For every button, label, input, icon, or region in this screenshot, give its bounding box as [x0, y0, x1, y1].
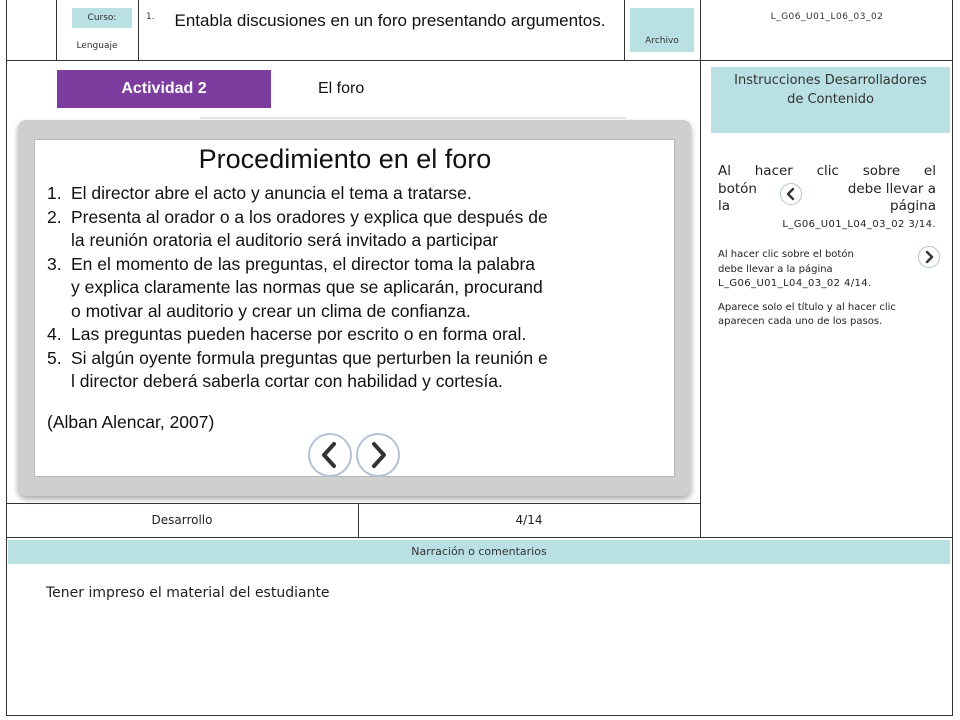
section-label: Desarrollo: [151, 513, 213, 527]
p1-line1: Al hacer clic sobre el: [718, 163, 936, 179]
chevron-right-icon: [919, 247, 939, 267]
footer-row-bottom: [6, 537, 953, 538]
p2-line2: debe llevar a la página: [718, 263, 833, 275]
step-line: Si algún oyente formula preguntas que perturben la reunión e: [71, 347, 548, 368]
p1-la: la: [718, 198, 731, 214]
step-line: El director abre el acto y anuncia el tema a tratarse.: [71, 183, 472, 203]
p1-line3: [718, 198, 936, 216]
step-number: 3.: [47, 253, 62, 274]
instructions-p3: Aparece solo el título y al hacer clic aparecen cada uno de los pasos.: [718, 302, 896, 327]
header-divider-2: [138, 0, 139, 61]
step-number: 4.: [47, 324, 62, 344]
p1-debe-llevar: debe llevar a: [847, 180, 936, 197]
activity-name: El foro: [318, 80, 365, 97]
frame-bottom-border: [6, 715, 953, 716]
chevron-left-icon: [781, 184, 801, 204]
steps-list: [35, 182, 675, 394]
step-item: [35, 182, 675, 206]
p1-pagina: página: [890, 198, 936, 214]
instructions-p2: [718, 248, 918, 292]
item-number: 1.: [146, 12, 155, 22]
page-number: 4/14: [515, 513, 543, 527]
slide-content: [34, 139, 675, 477]
archivo-box: [630, 8, 694, 52]
chevron-left-icon: [310, 435, 350, 475]
archivo-label: Archivo: [645, 36, 679, 46]
course-label: Curso:: [72, 8, 132, 28]
step-line: En el momento de las preguntas, el director toma la palabra: [71, 253, 536, 274]
p2-line3: L_G06_U01_L04_03_02 4/14.: [718, 278, 872, 289]
narration-label: Narración o comentarios: [8, 540, 950, 564]
page-title: Entabla discusiones en un foro presentando argumentos.: [174, 11, 606, 30]
next-button[interactable]: [356, 433, 400, 477]
footer-row-top: [6, 503, 700, 504]
course-value: Lenguaje: [76, 41, 118, 51]
step-line: y explica claramente las normas que se aplicarán, procurand: [71, 277, 543, 297]
step-item: [35, 323, 675, 347]
p1-boton: botón: [718, 180, 757, 197]
step-line: l director deberá saberla cortar con habilidad y cortesía.: [71, 371, 503, 391]
page-code: L_G06_U01_L06_03_02: [770, 12, 884, 22]
citation: (Alban Alencar, 2007): [47, 412, 215, 432]
step-line: la reunión oratoria el auditorio será invitado a participar: [71, 230, 499, 250]
frame-left-border: [6, 0, 7, 716]
step-line: Presenta al orador o a los oradores y explica que después de: [71, 206, 548, 227]
header-divider-1: [56, 0, 57, 61]
right-column-divider: [700, 0, 701, 538]
p1-line2: [718, 181, 936, 199]
narration-text: Tener impreso el material del estudiante: [46, 585, 330, 601]
step-number: 2.: [47, 206, 62, 227]
step-number: 5.: [47, 347, 62, 368]
frame-right-border: [952, 0, 953, 716]
step-item: [35, 347, 675, 394]
chevron-right-icon: [358, 435, 398, 475]
prev-button[interactable]: [308, 433, 352, 477]
inline-next-icon: [918, 246, 940, 268]
slide-title: Procedimiento en el foro: [198, 144, 492, 174]
step-line: o motivar al auditorio y crear un clima de confianza.: [71, 300, 471, 321]
activity-badge: Actividad 2: [57, 70, 271, 108]
p1-code: L_G06_U01_L04_03_02 3/14.: [782, 218, 936, 230]
step-item: [35, 253, 675, 324]
header-divider: [6, 60, 953, 61]
inline-prev-icon: [780, 183, 802, 205]
activity-underline: [200, 117, 626, 119]
header-divider-3: [624, 0, 625, 61]
p2-line1: Al hacer clic sobre el botón: [718, 249, 854, 260]
step-item: [35, 206, 675, 253]
instructions-header: Instrucciones Desarrolladores de Contenido: [711, 67, 950, 133]
step-number: 1.: [47, 183, 62, 203]
instructions-p1: [718, 163, 936, 233]
step-line: Las preguntas pueden hacerse por escrito o en forma oral.: [71, 324, 527, 344]
